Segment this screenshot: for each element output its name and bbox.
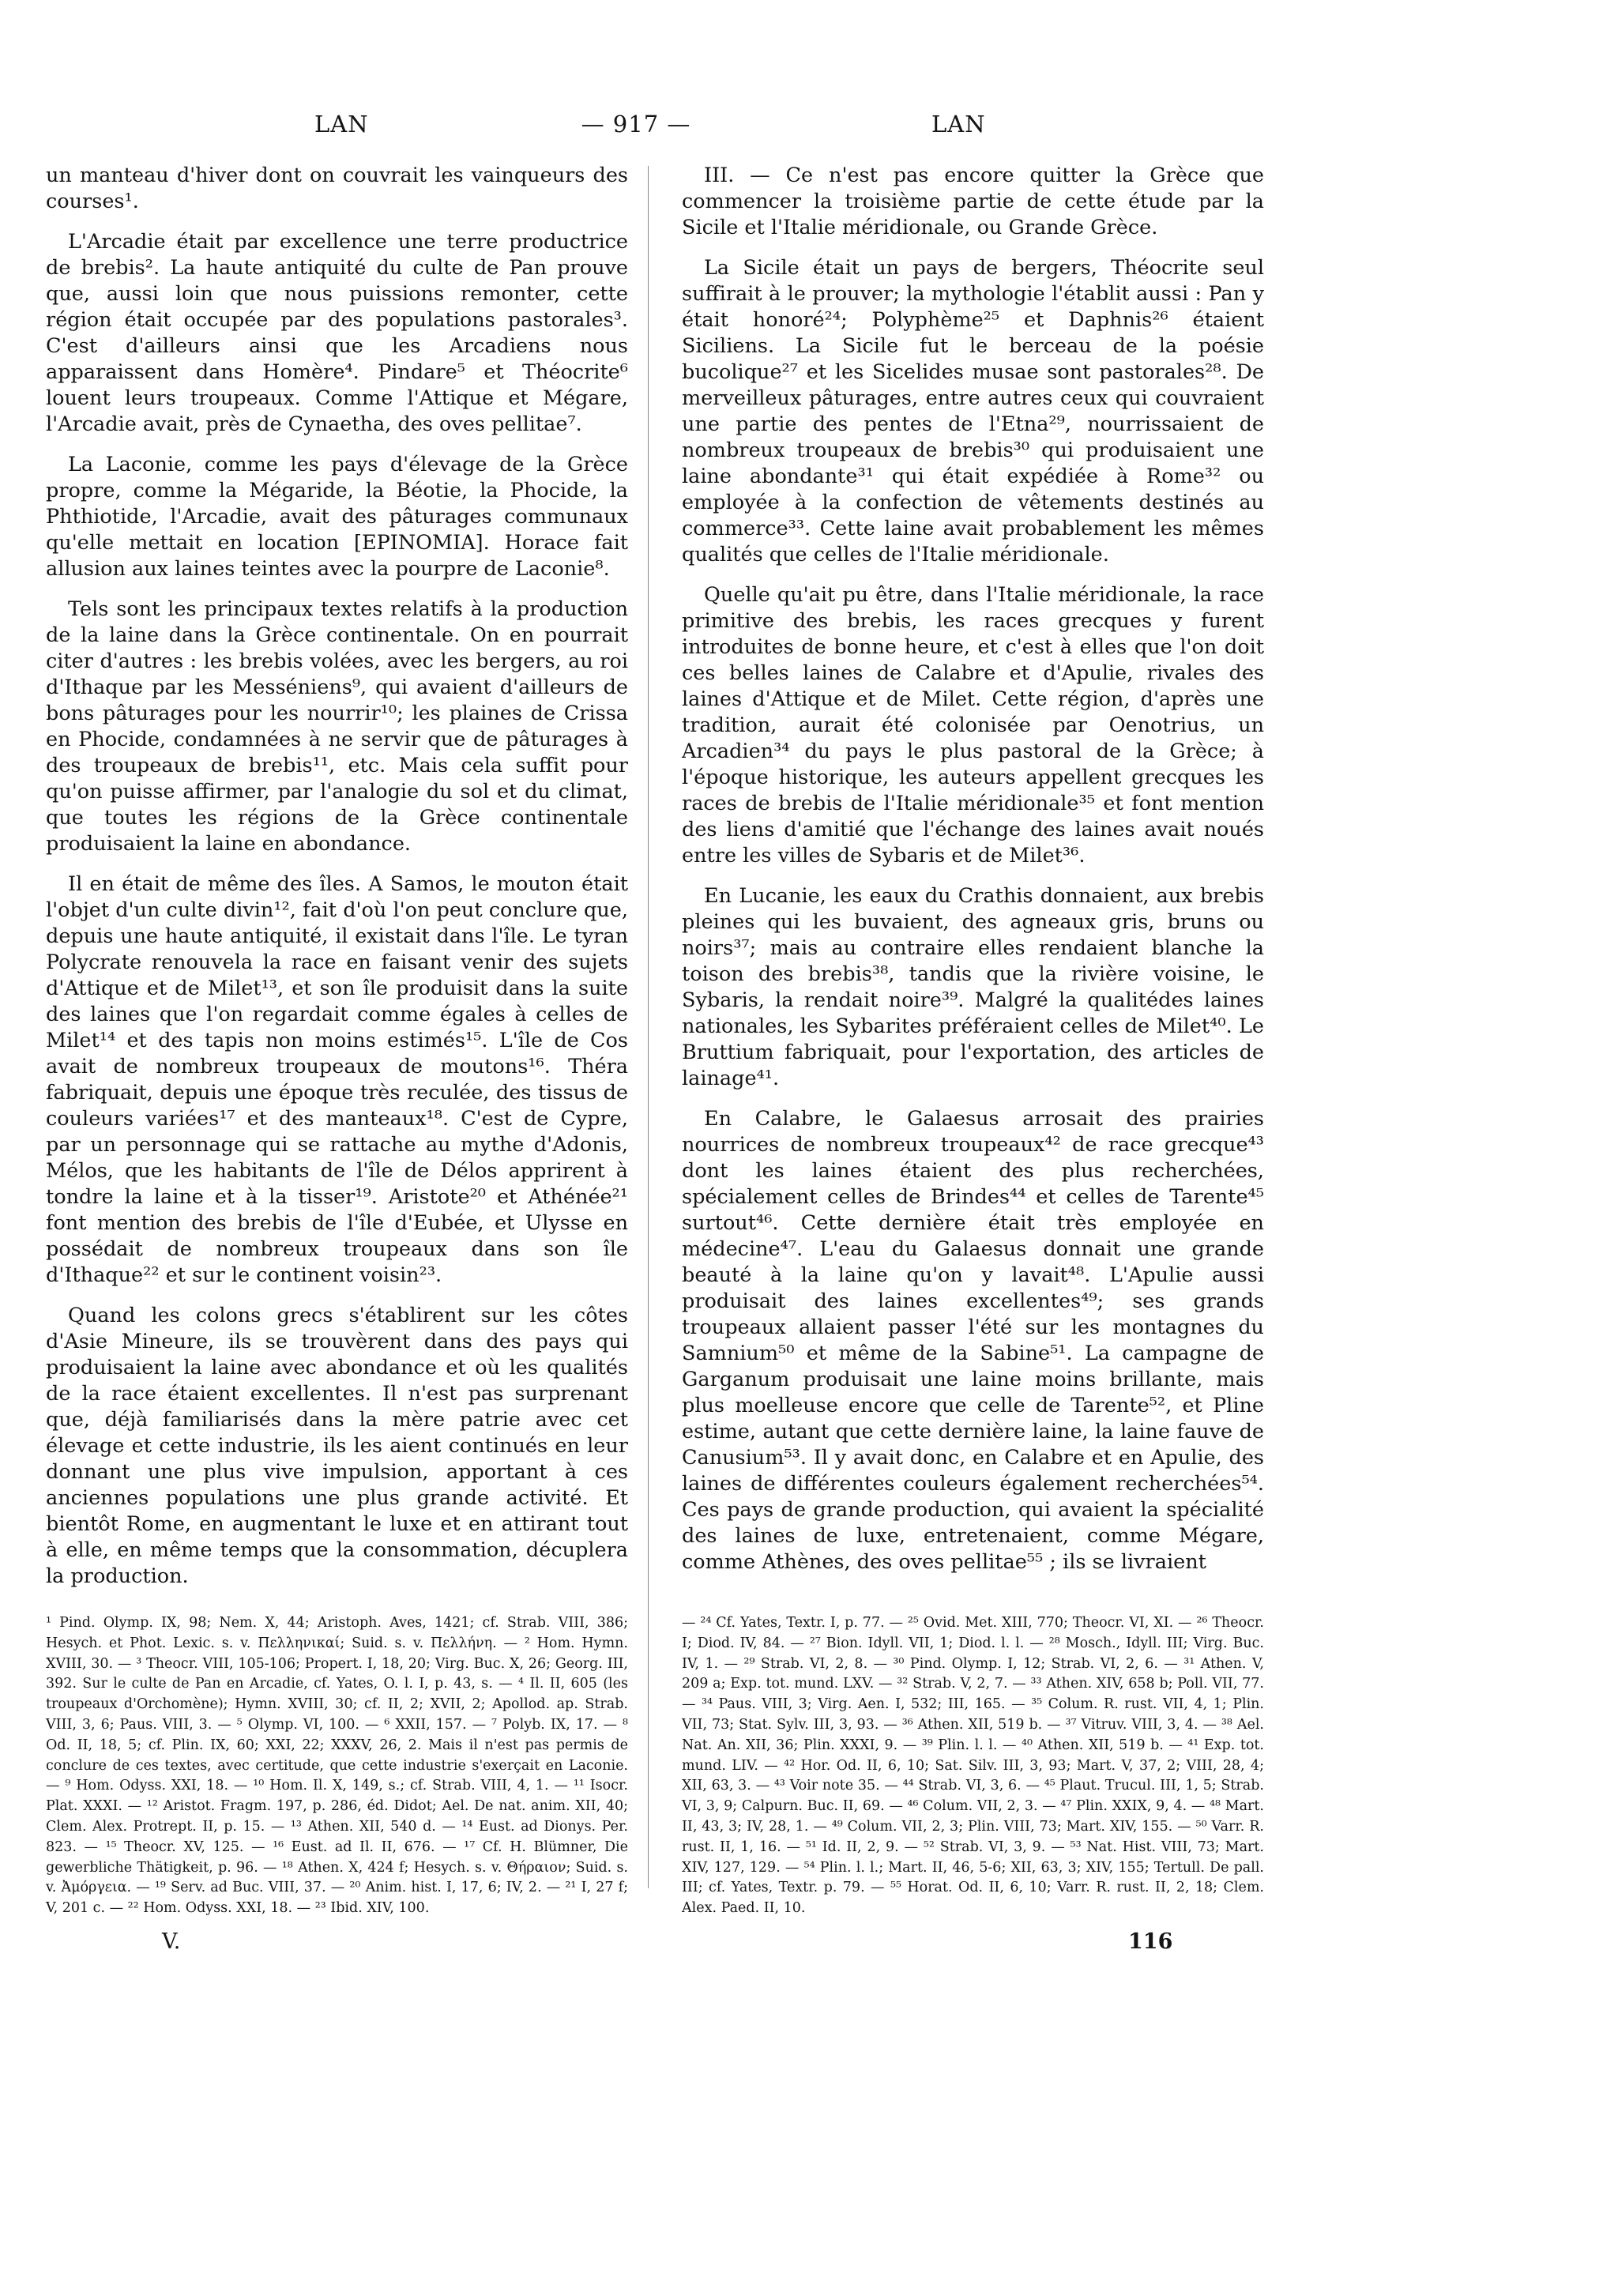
paragraph: En Calabre, le Galaesus arrosait des prairies nourrices de nombreux troupeaux⁴² de race grecque⁴³ dont les laines étaient des plus recherchées, spécialement celles de Brindes⁴⁴ et celles de Tarente⁴⁵ surtout⁴⁶. Cette dernière était très employée en médecine⁴⁷. L'eau du Galaesus donnait une grande beauté à la laine qu'on y lavait⁴⁸. L'Apulie aussi produisait des laines excellentes⁴⁹; ses grands troupeaux allaient passer l'été sur les montagnes du Samnium⁵⁰ et même de la Sabine⁵¹. La campagne de Garganum produisait une laine moins brillante, mais plus moelleuse encore que celle de Tarente⁵², et Pline estime, autant que cette dernière laine, la laine fauve de Canusium⁵³. Il y avait donc, en Calabre et en Apulie, des laines de différentes couleurs également recherchées⁵⁴. Ces pays de grande production, qui avaient la spécialité des laines de luxe, entretenaient, comme Mégare, comme Athènes, des oves pellitae⁵⁵ ; ils se livraient xyxy=(682,1107,1264,1574)
footnotes-right: — ²⁴ Cf. Yates, Textr. I, p. 77. — ²⁵ Ovid. Met. XIII, 770; Theocr. VI, XI. — ²⁶ Theocr. I; Diod. IV, 84. — ²⁷ Bion. Idyll. VII, 1; Diod. l. l. — ²⁸ Mosch., Idyll. III; Virg. Buc. IV, 1. — ²⁹ Strab. VI, 2, 8. — ³⁰ Pind. Olymp. I, 12; Strab. VI, 2, 6. — ³¹ Athen. V, 209 a; Exp. tot. mund. LXV. — ³² Strab. V, 2, 7. — ³³ Athen. XIV, 658 b; Poll. VII, 77. — ³⁴ Paus. VIII, 3; Virg. Aen. I, 532; III, 165. — ³⁵ Colum. R. rust. VII, 4, 1; Plin. VII, 73; Stat. Sylv. III, 3, 93. — ³⁶ Athen. XII, 519 b. — ³⁷ Vitruv. VIII, 3, 4. — ³⁸ Ael. Nat. An. XII, 36; Plin. XXXI, 9. — ³⁹ Plin. l. l. — ⁴⁰ Athen. XII, 519 b. — ⁴¹ Exp. tot. mund. LIV. — ⁴² Hor. Od. II, 6, 10; Sat. Silv. III, 3, 93; Mart. V, 37, 2; VIII, 28, 4; XII, 63, 3. — ⁴³ Voir note 35. — ⁴⁴ Strab. VI, 3, 6. — ⁴⁵ Plaut. Trucul. III, 1, 5; Strab. VI, 3, 9; Calpurn. Buc. II, 69. — ⁴⁶ Colum. VII, 2, 3. — ⁴⁷ Plin. XXIX, 9, 4. — ⁴⁸ Mart. II, 43, 3; IV, 28, 1. — ⁴⁹ Colum. VII, 2, 3; Plin. VIII, 73; Mart. XIV, 155. — ⁵⁰ Varr. R. rust. II, 1, 16. — ⁵¹ Id. II, 2, 9. — ⁵² Strab. VI, 3, 9. — ⁵³ Nat. Hist. VIII, 73; Mart. XIV, 127, 129. — ⁵⁴ Plin. l. l.; Mart. II, 46, 5-6; XII, 63, 3; XIV, 155; Tertull. De pall. III; cf. Yates, Textr. p. 79. — ⁵⁵ Horat. Od. II, 6, 10; Varr. R. rust. II, 2, 18; Clem. Alex. Paed. II, 10. xyxy=(682,1615,1264,1917)
paragraph: Quelle qu'ait pu être, dans l'Italie méridionale, la race primitive des brebis, les races grecques y furent introduites de bonne heure, et c'est à elles que l'on doit ces belles laines de Calabre et d'Apulie, rivales des laines d'Attique et de Milet. Cette région, d'après une tradition, aurait été colonisée par Oenotrius, un Arcadien³⁴ du pays le plus pastoral de la Grèce; à l'époque historique, les auteurs appellent grecques les races de brebis de l'Italie méridionale³⁵ et font mention des liens d'amitié que l'échange des laines avait noués entre les villes de Sybaris et de Milet³⁶. xyxy=(682,583,1264,868)
paragraph: un manteau d'hiver dont on couvrait les vainqueurs des courses¹. xyxy=(46,164,628,213)
footnotes-left: ¹ Pind. Olymp. IX, 98; Nem. X, 44; Aristoph. Aves, 1421; cf. Strab. VIII, 386; Hesych. et Phot. Lexic. s. v. Πελληνικαί; Suid. s. v. Πελλήνη. — ² Hom. Hymn. XVIII, 30. — ³ Theocr. VIII, 105-106; Propert. I, 18, 20; Virg. Buc. X, 26; Georg. III, 392. Sur le culte de Pan en Arcadie, cf. Yates, O. l. I, p. 43, s. — ⁴ Il. II, 605 (les troupeaux d'Orchomène); Hymn. XVIII, 30; cf. II, 2; XVII, 2; Apollod. ap. Strab. VIII, 3, 6; Paus. VIII, 3. — ⁵ Olymp. VI, 100. — ⁶ XXII, 157. — ⁷ Polyb. IX, 17. — ⁸ Od. II, 18, 5; cf. Plin. IX, 60; XXI, 22; XXXV, 26, 2. Mais il n'est pas permis de conclure de ces textes, avec certitude, que cette industrie s'exerçait en Laconie. — ⁹ Hom. Odyss. XXI, 18. — ¹⁰ Hom. Il. X, 149, s.; cf. Strab. VIII, 4, 1. — ¹¹ Isocr. Plat. XXXI. — ¹² Aristot. Fragm. 197, p. 286, éd. Didot; Ael. De nat. anim. XII, 40; Clem. Alex. Protrept. II, p. 15. — ¹³ Athen. XII, 540 d. — ¹⁴ Eust. ad Dionys. Per. 823. — ¹⁵ Theocr. XV, 125. — ¹⁶ Eust. ad Il. II, 676. — ¹⁷ Cf. H. Blümner, Die gewerbliche Thätigkeit, p. 96. — ¹⁸ Athen. X, 424 f; Hesych. s. v. Θήραιον; Suid. s. v. Ἀμόργεια. — ¹⁹ Serv. ad Buc. VIII, 37. — ²⁰ Anim. hist. I, 17, 6; IV, 2. — ²¹ I, 27 f; V, 201 c. — ²² Hom. Odyss. XXI, 18. — ²³ Ibid. XIV, 100. xyxy=(46,1615,628,1917)
paragraph: III. — Ce n'est pas encore quitter la Grèce que commencer la troisième partie de cette étude par la Sicile et l'Italie méridionale, ou Grande Grèce. xyxy=(682,164,1264,239)
signature-mark: V. xyxy=(162,1929,181,1954)
paragraph: La Laconie, comme les pays d'élevage de la Grèce propre, comme la Mégaride, la Béotie, la Phocide, la Phthiotide, l'Arcadie, avait des pâturages communaux qu'elle mettait en location [EPINOMIA]. Horace fait allusion aux laines teintes avec la pourpre de Laconie⁸. xyxy=(46,453,628,581)
left-column xyxy=(46,163,628,1604)
paragraph: L'Arcadie était par excellence une terre productrice de brebis². La haute antiquité du culte de Pan prouve que, aussi loin que nous puissions remonter, cette région était occupée par des populations pastorales³. C'est d'ailleurs ainsi que les Arcadiens nous apparaissent dans Homère⁴. Pindare⁵ et Théocrite⁶ louent leurs troupeaux. Comme l'Attique et Mégare, l'Arcadie avait, près de Cynaetha, des oves pellitae⁷. xyxy=(46,230,628,436)
signature-number: 116 xyxy=(1128,1929,1173,1954)
column-divider xyxy=(648,166,649,1888)
header-left: LAN xyxy=(314,111,369,137)
right-column xyxy=(682,163,1264,1590)
running-header xyxy=(0,111,1618,158)
paragraph: Il en était de même des îles. A Samos, le mouton était l'objet d'un culte divin¹², fait d'où l'on peut conclure que, depuis une haute antiquité, il existait dans l'île. Le tyran Polycrate renouvela la race en faisant venir des sujets d'Attique et de Milet¹³, et son île produisit dans la suite des laines que l'on regardait comme égales à celles de Milet¹⁴ et des tapis non moins estimés¹⁵. L'île de Cos avait de nombreux troupeaux de moutons¹⁶. Théra fabriquait, depuis une époque très reculée, des tissus de couleurs variées¹⁷ et des manteaux¹⁸. C'est de Cypre, par un personnage qui se rattache au mythe d'Adonis, Mélos, que les habitants de l'île de Délos apprirent à tondre la laine et à la tisser¹⁹. Aristote²⁰ et Athénée²¹ font mention des brebis de l'île d'Eubée, et Ulysse en possédait de nombreux troupeaux dans son île d'Ithaque²² et sur le continent voisin²³. xyxy=(46,872,628,1287)
paragraph: Tels sont les principaux textes relatifs à la production de la laine dans la Grèce continentale. On en pourrait citer d'autres : les brebis volées, avec les bergers, au roi d'Ithaque par les Messéniens⁹, qui avaient d'ailleurs de bons pâturages pour les nourrir¹⁰; les plaines de Crissa en Phocide, condamnées à ne servir que de pâturages à des troupeaux de brebis¹¹, etc. Mais cela suffit pour qu'on puisse affirmer, par l'analogie du sol et du climat, que toutes les régions de la Grèce continentale produisaient la laine en abondance. xyxy=(46,597,628,856)
paragraph: En Lucanie, les eaux du Crathis donnaient, aux brebis pleines qui les buvaient, des agneaux gris, bruns ou noirs³⁷; mais au contraire elles rendaient blanche la toison des brebis³⁸, tandis que la rivière voisine, le Sybaris, la rendait noire³⁹. Malgré la qualitédes laines nationales, les Sybarites préféraient celles de Milet⁴⁰. Le Bruttium fabriquait, pour l'exportation, des articles de lainage⁴¹. xyxy=(682,884,1264,1090)
page-number: — 917 — xyxy=(581,111,691,137)
header-right: LAN xyxy=(931,111,986,137)
paragraph: La Sicile était un pays de bergers, Théocrite seul suffirait à le prouver; la mythologie l'établit aussi : Pan y était honoré²⁴; Polyphème²⁵ et Daphnis²⁶ étaient Siciliens. La Sicile fut le berceau de la poésie bucolique²⁷ et les Sicelides musae sont pastorales²⁸. De merveilleux pâturages, entre autres ceux qui couvraient une partie des pentes de l'Etna²⁹, nourrissaient de nombreux troupeaux de brebis³⁰ qui produisaient une laine abondante³¹ qui était expédiée à Rome³² ou employée à la confection de vêtements destinés au commerce³³. Cette laine avait probablement les mêmes qualités que celles de l'Italie méridionale. xyxy=(682,256,1264,566)
paragraph: Quand les colons grecs s'établirent sur les côtes d'Asie Mineure, ils se trouvèrent dans des pays qui produisaient la laine avec abondance et où les qualités de la race étaient excellentes. Il n'est pas surprenant que, déjà familiarisés dans la mère patrie avec cet élevage et cette industrie, ils les aient continués en leur donnant une plus vive impulsion, apportant à ces anciennes populations une plus grande activité. Et bientôt Rome, en augmentant le luxe et en attirant tout à elle, en même temps que la consommation, décuplera la production. xyxy=(46,1304,628,1588)
